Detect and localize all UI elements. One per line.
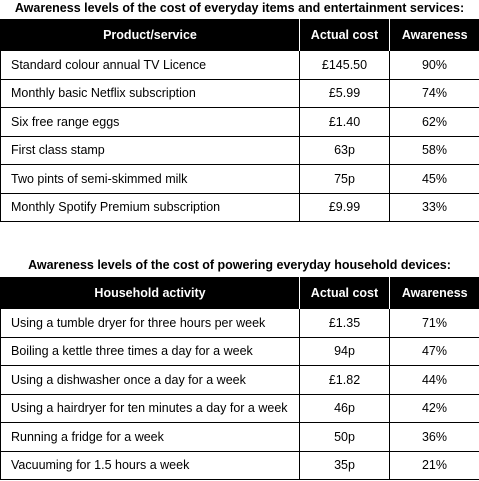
table-header-row [1, 19, 479, 51]
column-header-product: Product/service [1, 19, 300, 51]
row-awareness: 90% [390, 51, 479, 80]
row-awareness: 21% [390, 451, 479, 480]
table-row [1, 51, 479, 80]
table2-title: Awareness levels of the cost of powering everyday household devices: [28, 258, 451, 272]
row-cost: 63p [300, 136, 390, 165]
table-row [1, 193, 479, 222]
table-row [1, 394, 479, 423]
row-awareness: 33% [390, 193, 479, 222]
row-awareness: 44% [390, 366, 479, 395]
row-label: Monthly basic Netflix subscription [1, 79, 300, 108]
column-header-household-activity: Household activity [1, 277, 300, 309]
table-row [1, 451, 479, 480]
table-row [1, 108, 479, 137]
row-cost: 50p [300, 423, 390, 452]
row-cost: 35p [300, 451, 390, 480]
row-label: Running a fridge for a week [1, 423, 300, 452]
row-awareness: 42% [390, 394, 479, 423]
row-awareness: 58% [390, 136, 479, 165]
table-row [1, 136, 479, 165]
table-row [1, 79, 479, 108]
everyday-items-table [0, 19, 479, 222]
row-cost: £1.40 [300, 108, 390, 137]
row-awareness: 47% [390, 337, 479, 366]
table-row [1, 423, 479, 452]
column-header-actual-cost: Actual cost [300, 277, 390, 309]
row-label: Vacuuming for 1.5 hours a week [1, 451, 300, 480]
column-header-actual-cost: Actual cost [300, 19, 390, 51]
table-row [1, 165, 479, 194]
row-cost: 94p [300, 337, 390, 366]
row-label: Boiling a kettle three times a day for a week [1, 337, 300, 366]
column-header-awareness: Awareness [390, 277, 479, 309]
row-cost: 46p [300, 394, 390, 423]
row-cost: £1.35 [300, 309, 390, 338]
row-label: Standard colour annual TV Licence [1, 51, 300, 80]
table-header-row [1, 277, 479, 309]
row-label: First class stamp [1, 136, 300, 165]
row-cost: £9.99 [300, 193, 390, 222]
row-cost: £145.50 [300, 51, 390, 80]
row-label: Two pints of semi-skimmed milk [1, 165, 300, 194]
row-label: Monthly Spotify Premium subscription [1, 193, 300, 222]
table-row [1, 366, 479, 395]
table1-title: Awareness levels of the cost of everyday items and entertainment services: [14, 1, 465, 15]
row-label: Using a hairdryer for ten minutes a day for a week [1, 394, 300, 423]
household-devices-table [0, 277, 479, 480]
column-header-awareness: Awareness [390, 19, 479, 51]
row-awareness: 74% [390, 79, 479, 108]
row-cost: 75p [300, 165, 390, 194]
table-row [1, 337, 479, 366]
row-label: Using a dishwasher once a day for a week [1, 366, 300, 395]
table-row [1, 309, 479, 338]
row-cost: £5.99 [300, 79, 390, 108]
row-awareness: 71% [390, 309, 479, 338]
row-label: Using a tumble dryer for three hours per week [1, 309, 300, 338]
row-cost: £1.82 [300, 366, 390, 395]
row-awareness: 62% [390, 108, 479, 137]
row-awareness: 45% [390, 165, 479, 194]
row-awareness: 36% [390, 423, 479, 452]
row-label: Six free range eggs [1, 108, 300, 137]
